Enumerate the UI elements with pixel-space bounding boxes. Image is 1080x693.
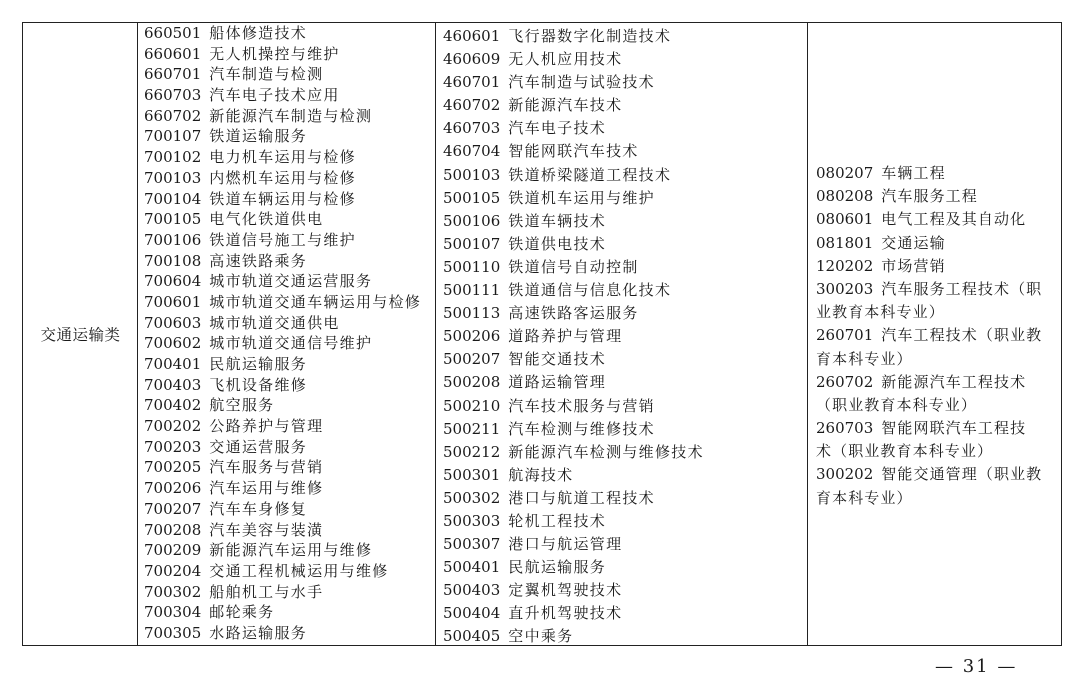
major-name: 新能源汽车制造与检测 bbox=[209, 106, 373, 125]
major-code: 260702 bbox=[816, 372, 874, 391]
major-code: 080207 bbox=[816, 164, 874, 182]
major-row bbox=[816, 487, 1042, 510]
major-name: 内燃机车运用与检修 bbox=[209, 168, 356, 187]
major-code: 660703 bbox=[144, 86, 202, 105]
major-row bbox=[816, 278, 1042, 301]
major-name: 港口与航道工程技术 bbox=[508, 488, 655, 507]
major-code: 460702 bbox=[443, 96, 501, 115]
major-row bbox=[443, 117, 704, 140]
major-code: 500211 bbox=[443, 419, 501, 438]
category-cell: 交通运输类 bbox=[40, 326, 121, 344]
major-name: 交通工程机械运用与维修 bbox=[209, 561, 389, 580]
major-row bbox=[144, 540, 421, 561]
major-name: 汽车运用与维修 bbox=[209, 479, 324, 498]
major-row bbox=[816, 255, 1042, 278]
major-row bbox=[144, 561, 421, 582]
major-code: 120202 bbox=[816, 256, 874, 275]
major-name: 航海技术 bbox=[508, 465, 574, 484]
major-row bbox=[443, 302, 704, 325]
major-row bbox=[816, 208, 1042, 231]
major-name: 民航运输服务 bbox=[209, 355, 308, 373]
major-code: 500206 bbox=[443, 327, 501, 346]
major-code: 460703 bbox=[443, 119, 501, 138]
major-code: 700207 bbox=[144, 499, 202, 518]
major-row bbox=[816, 232, 1042, 255]
major-name: 育本科专业） bbox=[816, 488, 913, 507]
major-code: 500105 bbox=[443, 188, 501, 207]
major-row bbox=[144, 437, 421, 458]
major-code: 500403 bbox=[443, 581, 501, 600]
major-row bbox=[144, 375, 421, 396]
major-name: 智能网联汽车工程技 bbox=[881, 419, 1027, 438]
major-code: 300203 bbox=[816, 279, 874, 298]
major-name: 船体修造技术 bbox=[209, 24, 308, 42]
major-row bbox=[443, 256, 704, 279]
major-name: 邮轮乘务 bbox=[209, 603, 275, 622]
major-row bbox=[443, 510, 704, 533]
major-row bbox=[144, 209, 421, 230]
major-row bbox=[144, 582, 421, 603]
major-row bbox=[443, 441, 704, 464]
major-row bbox=[144, 623, 421, 644]
major-name: 道路运输管理 bbox=[508, 373, 607, 392]
major-name: 铁道机车运用与维护 bbox=[508, 188, 655, 207]
major-code: 500103 bbox=[443, 165, 501, 184]
major-name: 城市轨道交通运营服务 bbox=[209, 272, 373, 291]
major-row bbox=[816, 162, 1042, 185]
major-name: 飞行器数字化制造技术 bbox=[508, 27, 672, 45]
major-row bbox=[144, 251, 421, 272]
major-code: 500401 bbox=[443, 558, 501, 577]
major-code: 700104 bbox=[144, 189, 202, 208]
higher-vocational-majors-column bbox=[443, 25, 704, 649]
major-name: 汽车工程技术（职业教 bbox=[881, 326, 1043, 345]
major-code: 700305 bbox=[144, 623, 202, 642]
major-name: 汽车技术服务与营销 bbox=[508, 396, 655, 415]
major-row bbox=[443, 279, 704, 302]
major-name: 智能网联汽车技术 bbox=[508, 142, 639, 161]
major-row bbox=[816, 324, 1042, 347]
major-code: 460701 bbox=[443, 73, 501, 92]
major-row bbox=[144, 189, 421, 210]
major-code: 700205 bbox=[144, 458, 202, 477]
major-row bbox=[443, 487, 704, 510]
major-code: 700402 bbox=[144, 396, 202, 415]
major-code: 500307 bbox=[443, 535, 501, 554]
major-code: 500301 bbox=[443, 465, 501, 484]
major-row bbox=[443, 325, 704, 348]
major-code: 500110 bbox=[443, 257, 501, 276]
major-row bbox=[144, 230, 421, 251]
major-row bbox=[144, 147, 421, 168]
major-row bbox=[443, 418, 704, 441]
major-row bbox=[443, 395, 704, 418]
major-name: 汽车服务工程技术（职 bbox=[881, 279, 1043, 298]
major-name: 铁道信号施工与维护 bbox=[209, 230, 356, 249]
column-divider bbox=[807, 23, 808, 645]
major-code: 700106 bbox=[144, 230, 202, 249]
major-row bbox=[144, 457, 421, 478]
major-code: 700304 bbox=[144, 603, 202, 622]
major-code: 500111 bbox=[443, 281, 501, 300]
major-row bbox=[144, 23, 421, 44]
major-name: 术（职业教育本科专业） bbox=[816, 442, 994, 461]
page-number: — 31 — bbox=[935, 656, 1018, 677]
major-name: 交通运营服务 bbox=[209, 437, 308, 456]
major-name: 公路养护与管理 bbox=[209, 417, 324, 436]
major-name: 直升机驾驶技术 bbox=[508, 604, 623, 623]
major-code: 660501 bbox=[144, 24, 202, 42]
major-row bbox=[443, 579, 704, 602]
major-row bbox=[144, 106, 421, 127]
major-row bbox=[144, 64, 421, 85]
major-row bbox=[816, 348, 1042, 371]
major-name: 车辆工程 bbox=[881, 164, 946, 182]
major-row bbox=[144, 85, 421, 106]
major-name: 育本科专业） bbox=[816, 349, 913, 368]
major-code: 500302 bbox=[443, 488, 501, 507]
major-code: 500106 bbox=[443, 211, 501, 230]
major-name: 铁道车辆运用与检修 bbox=[209, 189, 356, 208]
major-row bbox=[816, 417, 1042, 440]
major-row bbox=[443, 71, 704, 94]
major-code: 500107 bbox=[443, 234, 501, 253]
major-row bbox=[144, 292, 421, 313]
major-code: 700204 bbox=[144, 561, 202, 580]
major-row bbox=[443, 602, 704, 625]
major-code: 500207 bbox=[443, 350, 501, 369]
major-code: 700601 bbox=[144, 292, 202, 311]
major-name: 新能源汽车工程技术 bbox=[881, 372, 1027, 391]
major-row bbox=[816, 371, 1042, 394]
major-name: 智能交通管理（职业教 bbox=[881, 465, 1043, 484]
major-code: 660702 bbox=[144, 106, 202, 125]
major-name: 无人机操控与维护 bbox=[209, 44, 340, 63]
column-divider bbox=[435, 23, 436, 645]
undergraduate-majors-column bbox=[816, 162, 1042, 510]
major-name: 汽车电子技术 bbox=[508, 119, 607, 138]
major-code: 700107 bbox=[144, 127, 202, 146]
major-name: 汽车车身修复 bbox=[209, 499, 308, 518]
major-code: 260701 bbox=[816, 326, 874, 345]
major-row bbox=[144, 168, 421, 189]
major-row bbox=[816, 440, 1042, 463]
major-name: 航空服务 bbox=[209, 396, 275, 415]
major-row bbox=[144, 395, 421, 416]
major-name: 水路运输服务 bbox=[209, 623, 308, 642]
major-name: 无人机应用技术 bbox=[508, 50, 623, 69]
major-name: 铁道运输服务 bbox=[209, 127, 308, 146]
major-row bbox=[443, 371, 704, 394]
major-name: 汽车电子技术应用 bbox=[209, 86, 340, 105]
major-row bbox=[443, 464, 704, 487]
major-code: 081801 bbox=[816, 233, 874, 252]
major-row bbox=[443, 187, 704, 210]
major-code: 460609 bbox=[443, 50, 501, 69]
major-code: 660601 bbox=[144, 44, 202, 63]
major-row bbox=[144, 602, 421, 623]
major-code: 500113 bbox=[443, 304, 501, 323]
major-code: 700401 bbox=[144, 355, 202, 373]
major-name: 业教育本科专业） bbox=[816, 303, 945, 322]
major-name: 汽车美容与装潢 bbox=[209, 520, 324, 539]
major-code: 700108 bbox=[144, 251, 202, 270]
major-code: 460601 bbox=[443, 27, 501, 45]
major-row bbox=[443, 556, 704, 579]
major-row bbox=[443, 625, 704, 648]
major-row bbox=[443, 48, 704, 71]
major-row bbox=[144, 499, 421, 520]
major-name: （职业教育本科专业） bbox=[816, 395, 978, 414]
major-code: 500405 bbox=[443, 627, 501, 646]
major-row bbox=[144, 416, 421, 437]
major-row bbox=[144, 271, 421, 292]
major-row bbox=[443, 348, 704, 371]
major-row bbox=[144, 354, 421, 375]
major-name: 城市轨道交通车辆运用与检修 bbox=[209, 292, 422, 311]
major-code: 700206 bbox=[144, 479, 202, 498]
major-code: 700604 bbox=[144, 272, 202, 291]
major-name: 汽车制造与检测 bbox=[209, 65, 324, 84]
major-name: 城市轨道交通供电 bbox=[209, 313, 340, 332]
major-row bbox=[816, 301, 1042, 324]
major-row bbox=[443, 164, 704, 187]
major-name: 汽车服务工程 bbox=[881, 187, 978, 206]
major-name: 高速铁路客运服务 bbox=[508, 304, 639, 323]
major-row bbox=[816, 185, 1042, 208]
major-code: 500303 bbox=[443, 511, 501, 530]
major-row bbox=[144, 478, 421, 499]
major-code: 700105 bbox=[144, 210, 202, 229]
major-name: 城市轨道交通信号维护 bbox=[209, 334, 373, 353]
major-code: 700302 bbox=[144, 582, 202, 601]
major-name: 汽车制造与试验技术 bbox=[508, 73, 655, 92]
major-name: 交通运输 bbox=[881, 233, 946, 252]
major-row bbox=[443, 233, 704, 256]
major-code: 500212 bbox=[443, 442, 501, 461]
major-name: 电气化铁道供电 bbox=[209, 210, 324, 229]
major-name: 汽车服务与营销 bbox=[209, 458, 324, 477]
major-name: 船舶机工与水手 bbox=[209, 582, 324, 601]
major-code: 080208 bbox=[816, 187, 874, 206]
major-name: 汽车检测与维修技术 bbox=[508, 419, 655, 438]
major-code: 700403 bbox=[144, 375, 202, 394]
major-code: 700602 bbox=[144, 334, 202, 353]
major-name: 铁道车辆技术 bbox=[508, 211, 607, 230]
major-row bbox=[144, 44, 421, 65]
major-name: 港口与航运管理 bbox=[508, 535, 623, 554]
major-code: 460704 bbox=[443, 142, 501, 161]
major-code: 660701 bbox=[144, 65, 202, 84]
major-name: 新能源汽车技术 bbox=[508, 96, 623, 115]
major-name: 智能交通技术 bbox=[508, 350, 607, 369]
major-name: 轮机工程技术 bbox=[508, 511, 607, 530]
major-name: 市场营销 bbox=[881, 256, 946, 275]
major-name: 定翼机驾驶技术 bbox=[508, 581, 623, 600]
major-row bbox=[443, 210, 704, 233]
major-row bbox=[443, 94, 704, 117]
major-name: 铁道通信与信息化技术 bbox=[508, 281, 672, 300]
major-row bbox=[443, 140, 704, 163]
major-row bbox=[816, 394, 1042, 417]
major-row bbox=[443, 533, 704, 556]
major-code: 300202 bbox=[816, 465, 874, 484]
major-code: 700203 bbox=[144, 437, 202, 456]
major-row bbox=[144, 520, 421, 541]
major-code: 700603 bbox=[144, 313, 202, 332]
major-name: 飞机设备维修 bbox=[209, 375, 308, 394]
majors-table bbox=[22, 22, 1062, 646]
major-name: 铁道信号自动控制 bbox=[508, 257, 639, 276]
major-code: 700209 bbox=[144, 541, 202, 560]
major-code: 500404 bbox=[443, 604, 501, 623]
major-row bbox=[816, 463, 1042, 486]
major-name: 民航运输服务 bbox=[508, 558, 607, 577]
major-row bbox=[144, 126, 421, 147]
major-row bbox=[443, 25, 704, 48]
major-name: 新能源汽车运用与维修 bbox=[209, 541, 373, 560]
major-code: 700208 bbox=[144, 520, 202, 539]
major-code: 500210 bbox=[443, 396, 501, 415]
major-code: 700103 bbox=[144, 168, 202, 187]
major-name: 铁道供电技术 bbox=[508, 234, 607, 253]
major-code: 700202 bbox=[144, 417, 202, 436]
major-row bbox=[144, 333, 421, 354]
major-code: 500208 bbox=[443, 373, 501, 392]
major-name: 高速铁路乘务 bbox=[209, 251, 308, 270]
major-name: 空中乘务 bbox=[508, 627, 574, 646]
major-code: 080601 bbox=[816, 210, 874, 229]
secondary-majors-column bbox=[144, 23, 421, 644]
major-name: 电气工程及其自动化 bbox=[881, 210, 1027, 229]
major-name: 电力机车运用与检修 bbox=[209, 148, 356, 167]
major-code: 260703 bbox=[816, 419, 874, 438]
major-name: 铁道桥梁隧道工程技术 bbox=[508, 165, 672, 184]
major-row bbox=[144, 313, 421, 334]
major-name: 道路养护与管理 bbox=[508, 327, 623, 346]
major-code: 700102 bbox=[144, 148, 202, 167]
major-name: 新能源汽车检测与维修技术 bbox=[508, 442, 704, 461]
